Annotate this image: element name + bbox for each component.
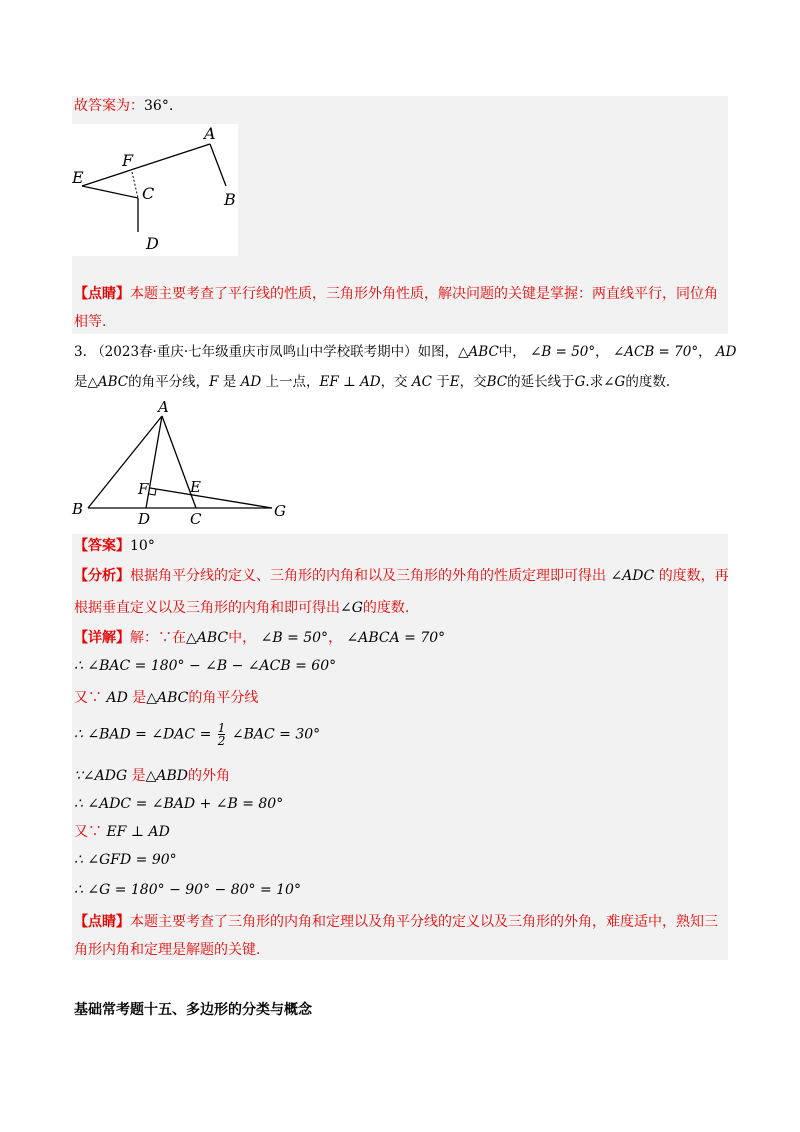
math-tri-abc: △ABC (146, 690, 189, 706)
prev-comment-line1 (74, 284, 718, 304)
text: ， (595, 344, 609, 360)
step1: ∴ ∠BAC = 180° − ∠B − ∠ACB = 60° (74, 658, 337, 674)
step5: ∴ ∠ADC = ∠BAD + ∠B = 80° (74, 796, 284, 812)
math-bc: BC (486, 374, 508, 390)
text: ， (698, 344, 712, 360)
analysis-line1 (74, 566, 729, 586)
fraction-denominator: 2 (217, 734, 226, 748)
step-math: ∴ ∠BAD = ∠DAC = (74, 726, 212, 743)
comment-tag: 【点睛】 (74, 286, 130, 302)
text: .求 (585, 374, 604, 390)
math-ac: AC (411, 374, 432, 390)
problem-source: （2023春·重庆·七年级重庆市凤鸣山中学校联考期中）如图， (91, 344, 459, 360)
detail-text: 中， (228, 630, 257, 646)
math-angle-b: ∠B = 50° (260, 630, 329, 646)
fig-label-g: G (274, 502, 286, 520)
prev-label-e: E (72, 168, 84, 187)
math-f: F (209, 374, 219, 390)
prev-label-b: B (224, 190, 236, 209)
math-ad: AD (240, 374, 262, 390)
step3 (74, 722, 320, 747)
fig-label-f: F (138, 480, 149, 498)
math-ef-perp-ad: EF ⊥ AD (319, 374, 381, 390)
text: 的角平分线， (128, 374, 210, 390)
step2 (74, 688, 258, 708)
math-ad: AD (106, 690, 128, 706)
math-tri-abd: △ABD (145, 768, 188, 784)
comment-text: 本题主要考查了平行线的性质，三角形外角性质，解决问题的关键是掌握：两直线平行，同位角 (130, 286, 718, 302)
detail-text: 解：∵在 (130, 630, 186, 646)
step7: ∴ ∠GFD = 90° (74, 852, 177, 868)
analysis-text: 根据角平分线的定义、三角形的内角和以及三角形的外角的性质定理即可得出 (130, 568, 606, 584)
math-tri-abc: △ABC (186, 630, 229, 646)
step-text: 又∵ (74, 690, 102, 706)
text: 的延长线于 (507, 374, 575, 390)
fig-label-a: A (158, 400, 169, 416)
analysis-text: 根据垂直定义以及三角形的内角和即可得出 (74, 600, 340, 616)
answer-tag: 【答案】 (74, 538, 130, 554)
text: 是 (74, 374, 88, 390)
step8: ∴ ∠G = 180° − 90° − 80° = 10° (74, 882, 301, 898)
fig-label-b: B (72, 500, 84, 518)
math-e: E (449, 374, 460, 390)
math-angle-g: ∠G (603, 374, 626, 390)
problem3-line1 (74, 342, 736, 362)
math-tri-abc: △ABC (458, 344, 499, 360)
analysis-tag: 【分析】 (74, 568, 130, 584)
answer-value: 10° (130, 538, 155, 554)
analysis-text: 的度数，再 (658, 568, 729, 584)
text: 于 (436, 374, 450, 390)
fig-label-d: D (138, 510, 151, 528)
section-heading: 基础常考题十五、多边形的分类与概念 (74, 1002, 312, 1018)
text: 是 (222, 374, 237, 390)
problem-number: 3. (74, 344, 87, 360)
comment-line1 (74, 912, 718, 932)
text: 中， (498, 344, 526, 360)
math-ef-perp-ad: EF ⊥ AD (106, 824, 170, 840)
comment-line2: 角形内角和定理是解题的关键. (74, 942, 261, 958)
step-text: 的外角 (188, 768, 230, 784)
prev-label-f: F (122, 151, 134, 170)
math-g: G (574, 374, 586, 390)
analysis-line2 (74, 598, 409, 618)
text: ，交 (380, 374, 408, 390)
answer-suffix: . (168, 98, 174, 114)
answer-line (74, 536, 155, 556)
prev-answer-line (74, 96, 173, 116)
answer-prefix: 故答案为： (74, 98, 144, 114)
math-tri-abc: △ABC (87, 374, 129, 390)
step6 (74, 822, 170, 842)
comment-text: 本题主要考查了三角形的内角和定理以及角平分线的定义以及三角形的外角，难度适中，熟知三 (130, 914, 718, 930)
fraction-numerator: 1 (217, 721, 226, 735)
fig-label-c: C (190, 510, 202, 528)
math-angle-g: ∠G (340, 600, 363, 616)
math-ad: AD (715, 344, 737, 360)
detail-tag: 【详解】 (74, 630, 130, 646)
step-math: ∠BAC = 30° (231, 726, 321, 743)
prev-label-c: C (142, 184, 155, 203)
prev-label-a: A (204, 124, 216, 143)
text: 上一点， (265, 374, 320, 390)
math-angle-abca: ∠ABCA = 70° (346, 630, 446, 646)
fig-label-e: E (190, 478, 201, 496)
detail-line (74, 628, 445, 648)
step-text: 是 (132, 690, 147, 706)
detail-text: ， (328, 630, 343, 646)
math-angle-acb: ∠ACB = 70° (612, 344, 699, 360)
prev-figure (72, 124, 238, 256)
math-angle-b: ∠B = 50° (530, 344, 596, 360)
step-text: 的角平分线 (188, 690, 259, 706)
step-text: 是 (131, 768, 146, 784)
prev-label-d: D (146, 234, 159, 253)
text: ，交 (459, 374, 487, 390)
answer-value: 36° (144, 98, 169, 114)
step-text: 又∵ (74, 824, 102, 840)
text: 的度数. (625, 374, 671, 390)
math-angle-adg: ∵∠ADG (74, 768, 128, 784)
problem3-line2 (74, 372, 670, 392)
comment-tag: 【点睛】 (74, 914, 130, 930)
step4 (74, 766, 230, 786)
analysis-text: 的度数. (362, 600, 410, 616)
prev-comment-line2: 相等. (74, 314, 107, 330)
problem3-figure (70, 400, 300, 530)
math-angle-adc: ∠ADC (610, 568, 655, 584)
